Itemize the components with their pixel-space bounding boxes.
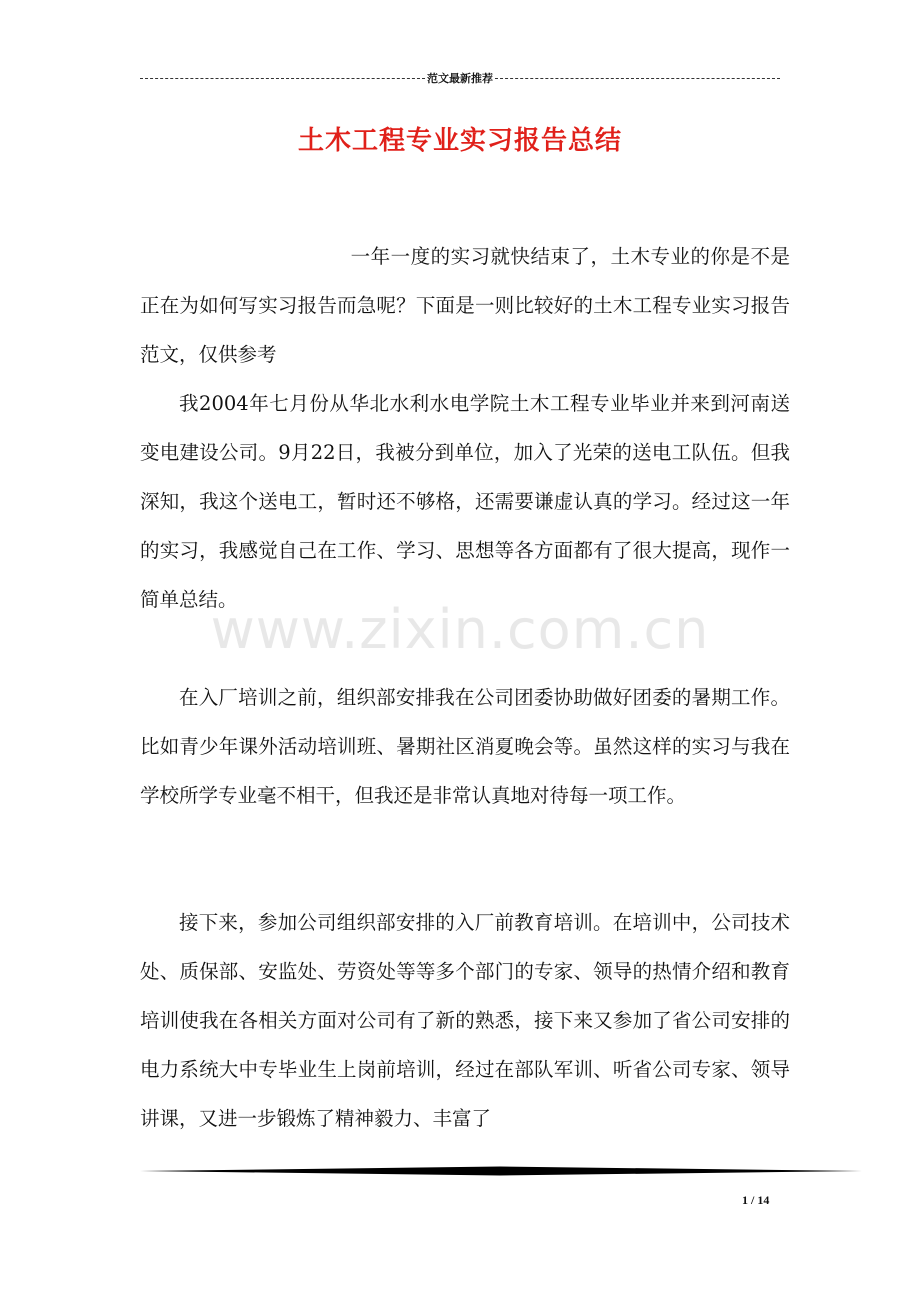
paragraph-intro: 一年一度的实习就快结束了，土木专业的你是不是正在为如何写实习报告而急呢？下面是一则比较好的土木工程专业实习报告范文，仅供参考 xyxy=(140,245,790,366)
footer-rule xyxy=(140,1166,862,1176)
document-body xyxy=(140,232,790,1143)
watermark: www.zixin.com.cn xyxy=(210,598,710,661)
header-dash-right xyxy=(495,78,780,79)
paragraph-training: 接下来，参加公司组织部安排的入厂前教育培训。在培训中，公司技术处、质保部、安监处、劳资处等等多个部门的专家、领导的热情介绍和教育培训使我在各相关方面对公司有了新的熟悉，接下来又参加了省公司安排的电力系统大中专毕业生上岗前培训，经过在部队军训、听省公司专家、领导讲课，又进一步锻炼了精神毅力、丰富了 xyxy=(140,911,790,1130)
page-number: 1 / 14 xyxy=(742,1193,770,1207)
paragraph-background: 我2004年七月份从华北水利水电学院土木工程专业毕业并来到河南送变电建设公司。9月22日，我被分到单位，加入了光荣的送电工队伍。但我深知，我这个送电工，暂时还不够格，还需要谦虚认真的学习。经过这一年的实习，我感觉自己在工作、学习、思想等各方面都有了很大提高，现作一简单总结。 xyxy=(140,392,790,611)
paragraph-summer-work: 在入厂培训之前，组织部安排我在公司团委协助做好团委的暑期工作。比如青少年课外活动培训班、暑期社区消夏晚会等。虽然这样的实习与我在学校所学专业毫不相干，但我还是非常认真地对待每一项工作。 xyxy=(140,686,790,807)
document-title: 土木工程专业实习报告总结 xyxy=(297,126,622,156)
header-label: 范文最新推荐 xyxy=(427,72,493,85)
header-dash-left xyxy=(140,78,425,79)
page-header xyxy=(140,68,780,88)
